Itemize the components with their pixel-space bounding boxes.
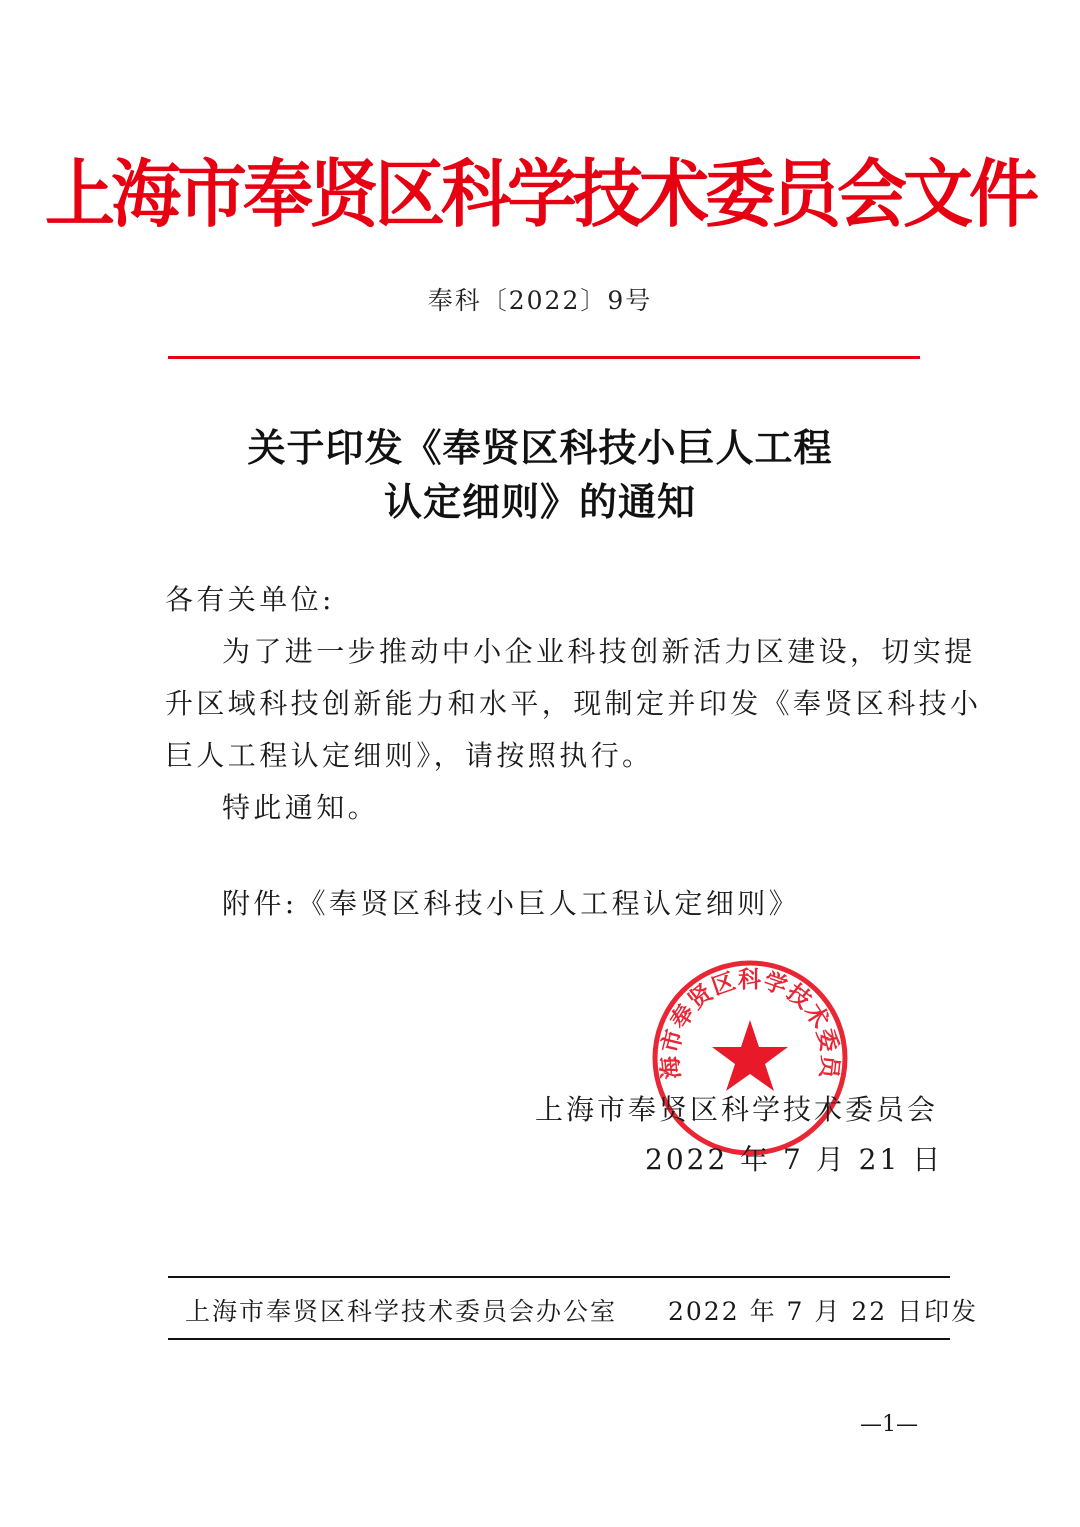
notice-title-line-1: 关于印发《奉贤区科技小巨人工程 — [247, 425, 833, 470]
seal-icon — [650, 958, 850, 1158]
paragraph-1-line-2: 升区域科技创新能力和水平，现制定并印发《奉贤区科技小 — [165, 687, 982, 720]
paragraph-1-line-1: 为了进一步推动中小企业科技创新活力区建设，切实提 — [222, 635, 976, 668]
document-number: 奉科〔2022〕9号 — [427, 286, 653, 315]
page-number: —1— — [860, 1412, 918, 1437]
document-header-title: 上海市奉贤区科学技术委员会文件 — [45, 150, 1035, 238]
signature-org: 上海市奉贤区科学技术委员会 — [535, 1093, 939, 1126]
footer-rule-bottom — [168, 1338, 950, 1340]
official-seal — [650, 958, 850, 1158]
attachment-line: 附件:《奉贤区科技小巨人工程认定细则》 — [222, 887, 801, 920]
red-divider — [168, 356, 920, 359]
paragraph-1-line-3: 巨人工程认定细则》，请按照执行。 — [165, 739, 654, 772]
footer-issue-date: 2022 年 7 月 22 日印发 — [668, 1297, 979, 1326]
footer-issuer: 上海市奉贤区科学技术委员会办公室 — [185, 1297, 618, 1326]
salutation: 各有关单位: — [165, 583, 335, 616]
signature-date: 2022 年 7 月 21 日 — [645, 1143, 944, 1176]
paragraph-2: 特此通知。 — [222, 791, 380, 824]
svg-text:上海市奉贤区科学技术委员会: 海市奉贤区科学技术委员 — [656, 966, 844, 1081]
footer-rule-top — [168, 1276, 950, 1278]
notice-title-line-2: 认定细则》的通知 — [383, 479, 696, 524]
